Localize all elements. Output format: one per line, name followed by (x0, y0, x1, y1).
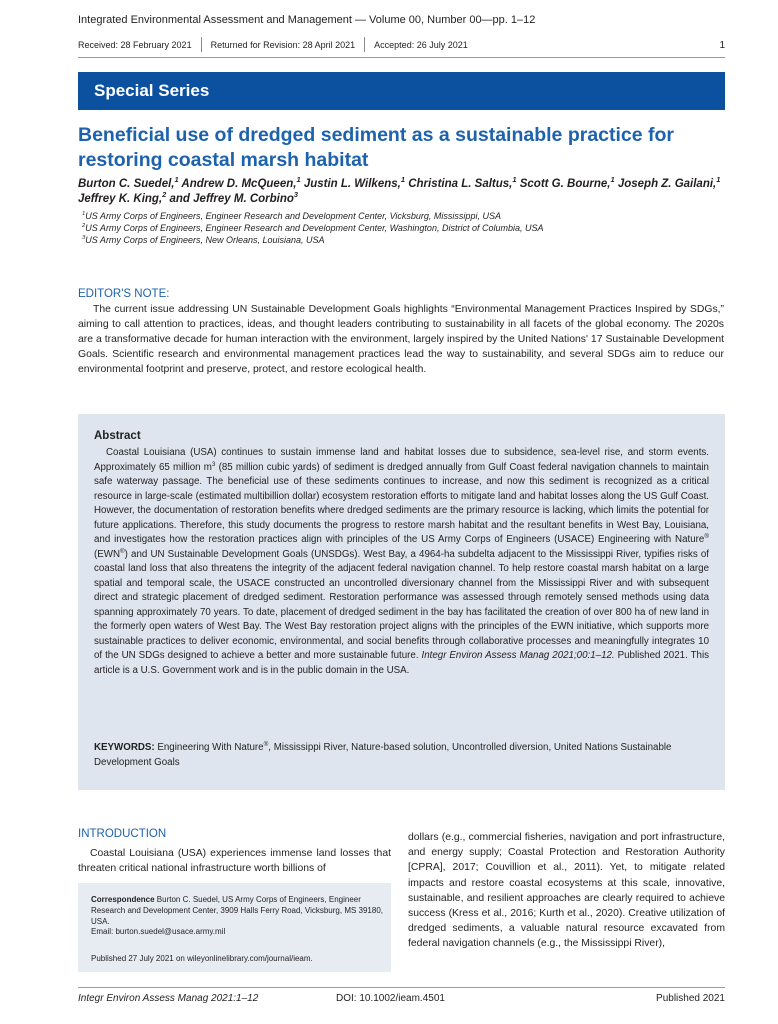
revised-date: Returned for Revision: 28 April 2021 (210, 39, 356, 50)
accepted-date: Accepted: 26 July 2021 (374, 39, 468, 50)
abstract-citation: Integr Environ Assess Manag 2021;00:1–12. (418, 650, 615, 661)
journal-header: Integrated Environmental Assessment and Management — Volume 00, Number 00—pp. 1–12 (78, 14, 536, 26)
section-banner (78, 72, 725, 110)
keywords-text: , Mississippi River, Nature-based solution, Uncontrolled diversion, United Nations Sustainable Development Goals (94, 742, 672, 768)
keywords-label: KEYWORDS: (94, 742, 155, 753)
registered-mark: ® (120, 547, 125, 555)
editors-note-heading: EDITOR'S NOTE: (78, 288, 170, 300)
abstract-heading: Abstract (94, 430, 141, 442)
affiliation-number: 1 (82, 211, 86, 217)
affiliation-number: 2 (82, 223, 86, 229)
registered-mark: ® (263, 740, 269, 748)
footer-published: Published 2021 (656, 993, 725, 1004)
affiliation-text: US Army Corps of Engineers, Engineer Research and Development Center, Vicksburg, Mississippi, USA (85, 211, 501, 221)
correspondence-label: Correspondence (91, 895, 155, 904)
correspondence-text (91, 895, 383, 938)
published-online: Published 27 July 2021 on wileyonlinelibrary.com/journal/ieam. (91, 954, 313, 963)
abstract-body (94, 446, 709, 678)
author-affiliation-mark: 2 (162, 190, 167, 200)
affiliation-item (82, 222, 732, 234)
footer-doi[interactable]: DOI: 10.1002/ieam.4501 (336, 993, 445, 1004)
author-affiliation-mark: 1 (174, 175, 179, 185)
author-affiliation-mark: 1 (296, 175, 301, 185)
introduction-right-text: dollars (e.g., commercial fisheries, navigation and port infrastructure, and energy supply; Coastal Protection and Restoration Authority [CPRA], 2017; Couvillion et al., 2011). Yet, to mitigate related impacts and restore coastal ecosystems at this scale, innovative, sustainable, and resilient approaches are clearly required to achieve success (Kress et al., 2016; Kurth et al., 2020). Creative utilization of dredged sediments, a valuable natural resource excavated from federal navigation channels (e.g., the Mississippi River), (408, 832, 725, 950)
author-affiliation-mark: 1 (716, 175, 721, 185)
abstract-text: Published 2021. This article is a U.S. Government work and is in the public domain in the USA. (94, 650, 710, 676)
abstract-text: ) and UN Sustainable Development Goals (UNSDGs). West Bay, a 4964-ha subdelta adjacent to the Mississippi River, typifies risks of coastal land loss that also threatens the integrity of the adjacent federal navigation channel. To help restore coastal marsh habitat on a large spatial and temporal scale, the USACE constructed an uncontrolled diversionary channel from the Mississippi River and with subsequent direct and strategic placement of dredged sediment. Restoration performance was assessed through remotely sensed methods using data spanning approximately 70 years. To date, placement of dredged sediment in the bay has facilitated the creation of over 800 ha of new land in the formerly open waters of West Bay. The West Bay restoration project aligns with the principles of the EWN initiative, which supports more sustainable practices to deliver economic, environmental, and social benefits through collaborative processes and meaningfully integrates 10 of the UN SDGs designed to achieve a better and more sustainable future. (94, 548, 709, 661)
author-name: Christina L. Saltus, (408, 178, 513, 190)
introduction-heading: INTRODUCTION (78, 828, 167, 840)
date-divider (201, 37, 202, 52)
editors-note-body: The current issue addressing UN Sustainable Development Goals highlights “Environmental Management Practices Inspired by SDGs,” aiming to call attention to practices, ideas, and thought leaders contributing to sustainability in all facets of the global economy. The 2020s are a transformative decade for human interaction with the environment, largely inspired by the United Nations' 17 Sustainable Development Goals. Scientific research and environmental management practices lead the way to sustainability, and several SDGs aim to reduce our environmental footprint and preserve, protect, and restore ecological health. (78, 304, 724, 375)
registered-mark: ® (704, 532, 709, 540)
affiliation-text: US Army Corps of Engineers, New Orleans, Louisiana, USA (85, 235, 325, 245)
author-affiliation-mark: 1 (610, 175, 615, 185)
author-affiliation-mark: 1 (512, 175, 517, 185)
affiliation-item (82, 234, 732, 246)
superscript: 3 (211, 460, 216, 468)
introduction-left-text: Coastal Louisiana (USA) experiences immense land losses that threaten critical national infrastructure worth billions of (78, 848, 391, 875)
keywords (94, 741, 709, 770)
received-date: Received: 28 February 2021 (78, 39, 192, 50)
correspondence-address: Burton C. Suedel, US Army Corps of Engineers, Engineer Research and Development Center, 3909 Halls Ferry Road, Vicksburg, MS 39180, USA. (91, 895, 384, 926)
author-list (78, 177, 728, 207)
author-name: Burton C. Suedel, (78, 178, 175, 190)
article-title: Beneficial use of dredged sediment as a sustainable practice for restoring coastal marsh habitat (78, 124, 675, 171)
affiliation-list (82, 210, 732, 246)
banner-label: Special Series (94, 81, 210, 100)
author-affiliation-mark: 1 (400, 175, 405, 185)
author-name: Jeffrey K. King, (78, 193, 163, 205)
header-rule (78, 57, 725, 58)
affiliation-number: 3 (82, 235, 86, 241)
abstract-box (78, 414, 725, 790)
author-affiliation-mark: 3 (293, 190, 299, 200)
abstract-text: (85 million cubic yards) of sediment is dredged annually from Gulf Coast federal navigation channels to maintain safe waterway passage. The beneficial use of these sediments continues to increase, and now this sediment is recognized as a critical resource in large-scale (estimated multibillion dollar) ecosystem restoration efforts to mitigate land and habitat losses along the US Gulf Coast. However, the documentation of restoration benefits where dredged sediments are the primary resource is lacking, which limits the potential for future applications. Therefore, this study documents the progress to restore marsh habitat and the resultant benefits in West Bay, Louisiana, and investigates how the restoration practices align with principles of the US Army Corps of Engineers (USACE) Engineering with Nature (94, 461, 709, 545)
correspondence-email[interactable]: Email: burton.suedel@usace.army.mil (91, 927, 226, 937)
affiliation-item (82, 210, 732, 222)
correspondence-box (78, 883, 391, 972)
article-dates (78, 37, 468, 52)
author-name: and Jeffrey M. Corbino (169, 193, 294, 205)
author-name: Justin L. Wilkens, (303, 178, 401, 190)
page-number: 1 (719, 40, 725, 51)
date-divider (364, 37, 365, 52)
abstract-text: Coastal Louisiana (USA) continues to sustain immense land and habitat losses due to subsidence, sea-level rise, and storm events. Approximately 65 million m (94, 447, 709, 473)
footer-journal: Integr Environ Assess Manag 2021:1–12 (78, 993, 259, 1004)
affiliation-text: US Army Corps of Engineers, Engineer Research and Development Center, Washington, District of Columbia, USA (85, 223, 544, 233)
author-name: Andrew D. McQueen, (181, 178, 297, 190)
footer-rule (78, 987, 725, 988)
keywords-text: Engineering With Nature (154, 742, 264, 753)
abstract-text: (EWN (94, 548, 120, 560)
author-name: Scott G. Bourne, (519, 178, 611, 190)
author-name: Joseph Z. Gailani, (617, 178, 717, 190)
